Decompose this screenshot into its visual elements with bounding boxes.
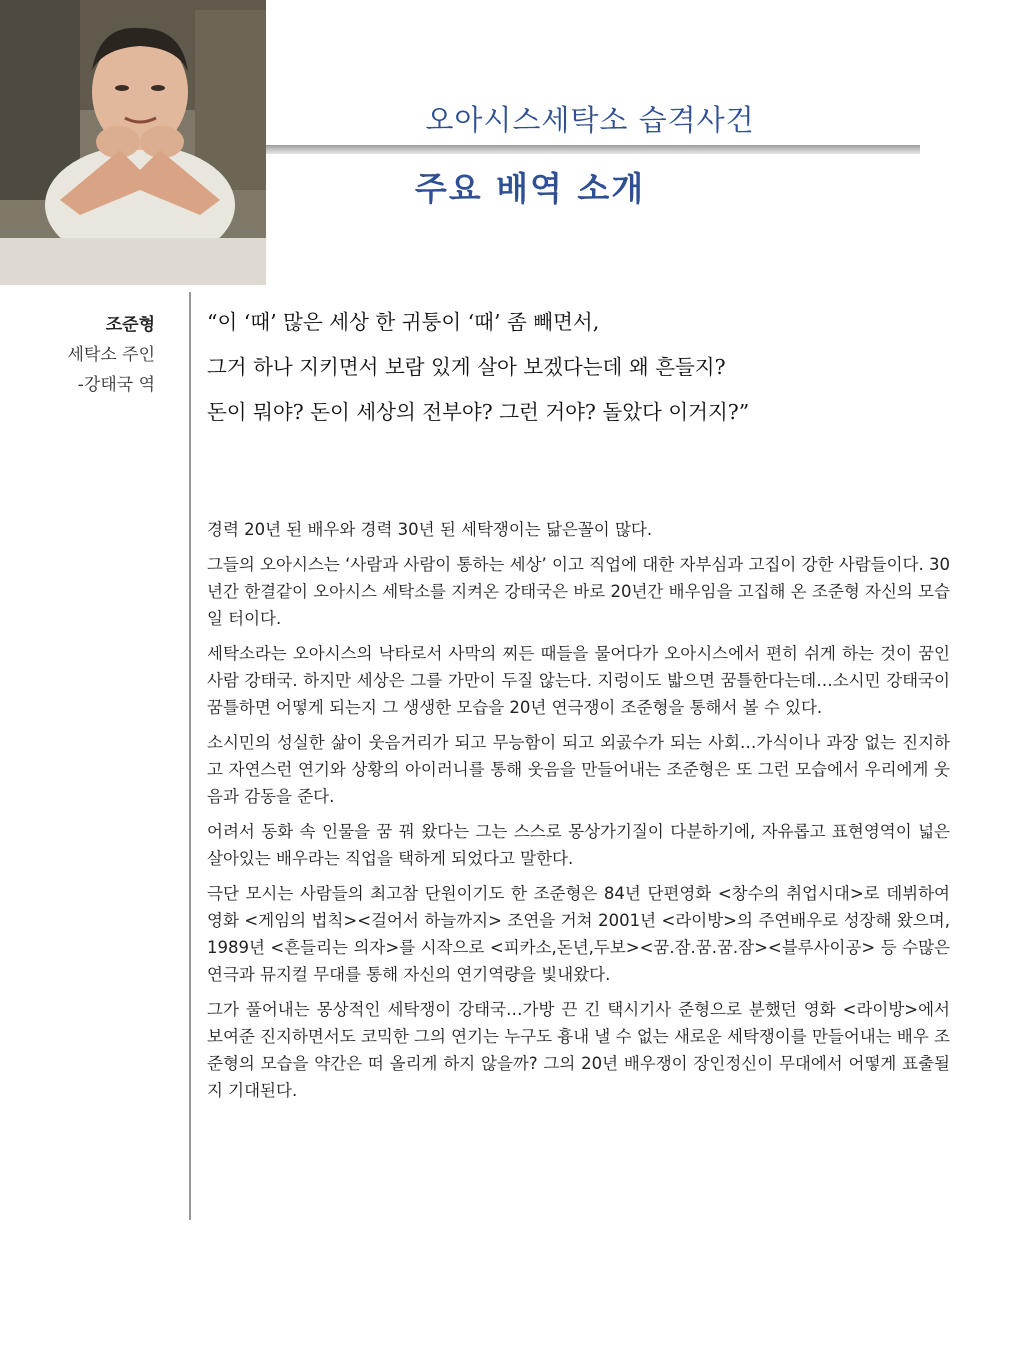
body-paragraph: 그가 풀어내는 몽상적인 세탁쟁이 강태국…가방 끈 긴 택시기사 준형으로 분했던 영화 <라이방>에서 보여준 진지하면서도 코믹한 그의 연기는 누구도 흉내 낼 수 없는 새로운 세탁쟁이를 만들어내는 배우 조준형의 모습을 약간은 떠 올리게 하지 않을까? 그의 20년 배우쟁이 장인정신이 무대에서 어떻게 표출될지 기대된다. (207, 1000, 950, 1100)
quote-line: 돈이 뭐야? 돈이 세상의 전부야? 그런 거야? 돌았다 이거지?” (207, 400, 750, 424)
body-paragraph: 세탁소라는 오아시스의 낙타로서 사막의 찌든 때들을 물어다가 오아시스에서 편히 쉬게 하는 것이 꿈인 사람 강태국. 하지만 세상은 그를 가만이 두질 않는다. 지렁이도 밟으면 꿈틀한다는데…소시민 강태국이 꿈틀하면 어떻게 되는지 그 생생한 모습을 20년 연극쟁이 조준형을 통해서 볼 수 있다. (207, 644, 950, 717)
quote-block (207, 300, 1007, 435)
quote-line: 그거 하나 지키면서 보람 있게 살아 보겠다는데 왜 흔들지? (207, 355, 726, 379)
actor-photo (0, 0, 266, 285)
title-divider (266, 145, 920, 154)
section-title: 주요 배역 소개 (414, 169, 646, 208)
actor-name: 조준형 (105, 315, 155, 335)
profile-sidebar (10, 310, 155, 400)
role-line-1: 세탁소 주인 (67, 345, 155, 365)
body-paragraph: 소시민의 성실한 삶이 웃음거리가 되고 무능함이 되고 외곬수가 되는 사회…가식이나 과장 없는 진지하고 자연스런 연기와 상황의 아이러니를 통해 웃음을 만들어내는 조준형은 또 그런 모습에서 우리에게 웃음과 감동을 준다. (207, 733, 950, 806)
quote-line: “이 ‘때’ 많은 세상 한 귀퉁이 ‘때’ 좀 빼면서, (207, 310, 600, 334)
actor-portrait-illustration (0, 0, 266, 285)
body-paragraph: 극단 모시는 사람들의 최고참 단원이기도 한 조준형은 84년 단편영화 <창수의 취업시대>로 데뷔하여 영화 <게임의 법칙><걸어서 하늘까지> 조연을 거쳐 2001년 <라이방>의 주연배우로 성장해 왔으며, 1989년 <흔들리는 의자>를 시작으로 <피카소,돈년,두보><꿈.잠.꿈.꿈.잠><블루사이공> 등 수많은 연극과 뮤지컬 무대를 통해 자신의 연기역량을 빛내왔다. (207, 884, 950, 984)
series-title: 오아시스세탁소 습격사건 (425, 103, 755, 137)
body-paragraph: 어려서 동화 속 인물을 꿈 꿔 왔다는 그는 스스로 몽상가기질이 다분하기에, 자유롭고 표현영역이 넓은 살아있는 배우라는 직업을 택하게 되었다고 말한다. (207, 822, 950, 868)
body-paragraph: 경력 20년 된 배우와 경력 30년 된 세탁쟁이는 닮은꼴이 많다. (207, 520, 653, 539)
role-line-2: -강태국 역 (77, 375, 155, 395)
body-paragraph: 그들의 오아시스는 ‘사람과 사람이 통하는 세상’ 이고 직업에 대한 자부심과 고집이 강한 사람들이다. 30년간 한결같이 오아시스 세탁소를 지켜온 강태국은 바로 20년간 배우임을 고집해 온 조준형 자신의 모습일 터이다. (207, 555, 950, 628)
vertical-divider (189, 292, 191, 1220)
body-text (207, 516, 950, 1112)
